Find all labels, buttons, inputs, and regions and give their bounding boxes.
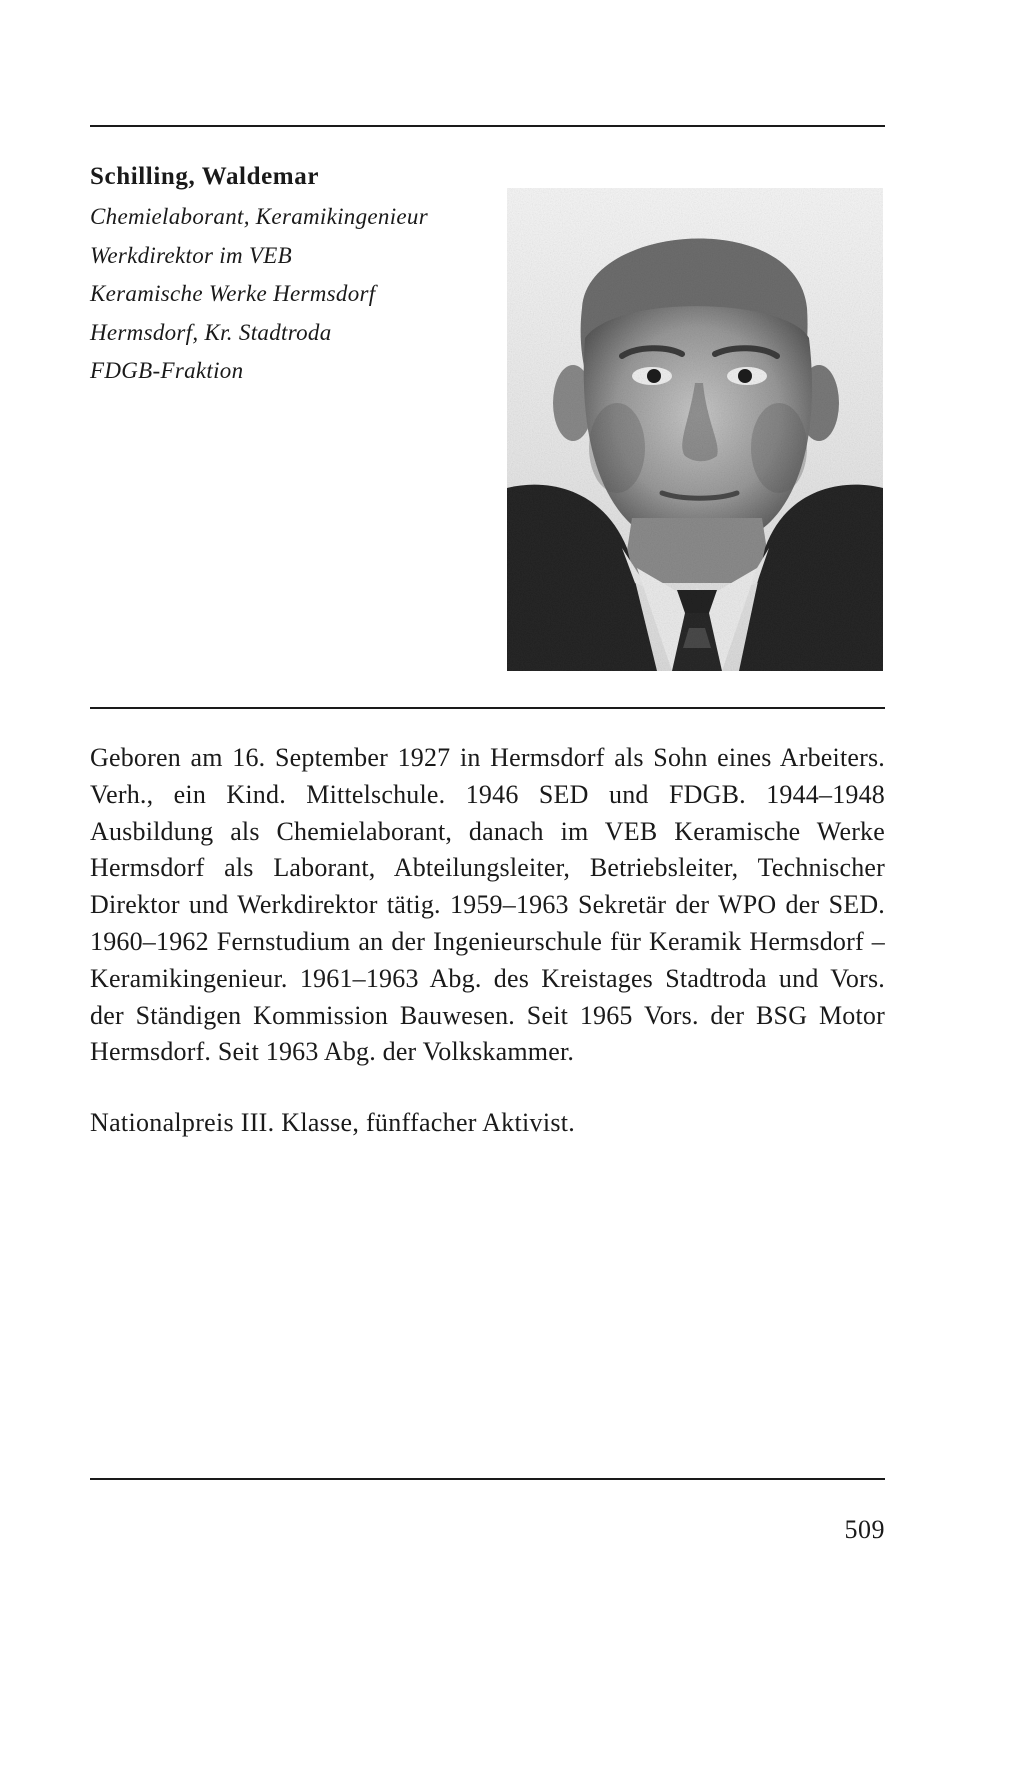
bottom-divider [90,1478,885,1480]
profile-lines [90,198,510,391]
middle-divider [90,707,885,709]
profile-faction: FDGB-Fraktion [90,358,244,383]
page-number: 509 [844,1515,885,1544]
top-divider [90,125,885,127]
portrait-photo [507,188,883,671]
portrait-icon [507,188,883,671]
awards-text: Nationalpreis III. Klasse, fünffacher Aktivist. [90,1108,576,1137]
biography-text: Geboren am 16. September 1927 in Hermsdorf als Sohn eines Arbeiters. Verh., ein Kind. Mittelschule. 1946 SED und FDGB. 1944–1948 Ausbildung als Chemielaborant, danach im VEB Keramische Werke Hermsdorf als Laborant, Abteilungsleiter, Betriebsleiter, Technischer Direktor und Werkdirektor tätig. 1959–1963 Sekretär der WPO der SED. 1960–1962 Fernstudium an der Ingenieurschule für Keramik Hermsdorf – Keramikingenieur. 1961–1963 Abg. des Kreistages Stadtroda und Vors. der Ständigen Kommission Bauwesen. Seit 1965 Vors. der BSG Motor Hermsdorf. Seit 1963 Abg. der Volkskammer. [90,743,885,1067]
profile-employer: Keramische Werke Hermsdorf [90,281,376,306]
profile-position: Werkdirektor im VEB [90,242,293,268]
profile-residence: Hermsdorf, Kr. Stadtroda [90,319,332,345]
person-name: Schilling, Waldemar [90,163,320,190]
entry-header [90,158,510,391]
profile-occupation: Chemielaborant, Keramikingenieur [90,204,428,229]
